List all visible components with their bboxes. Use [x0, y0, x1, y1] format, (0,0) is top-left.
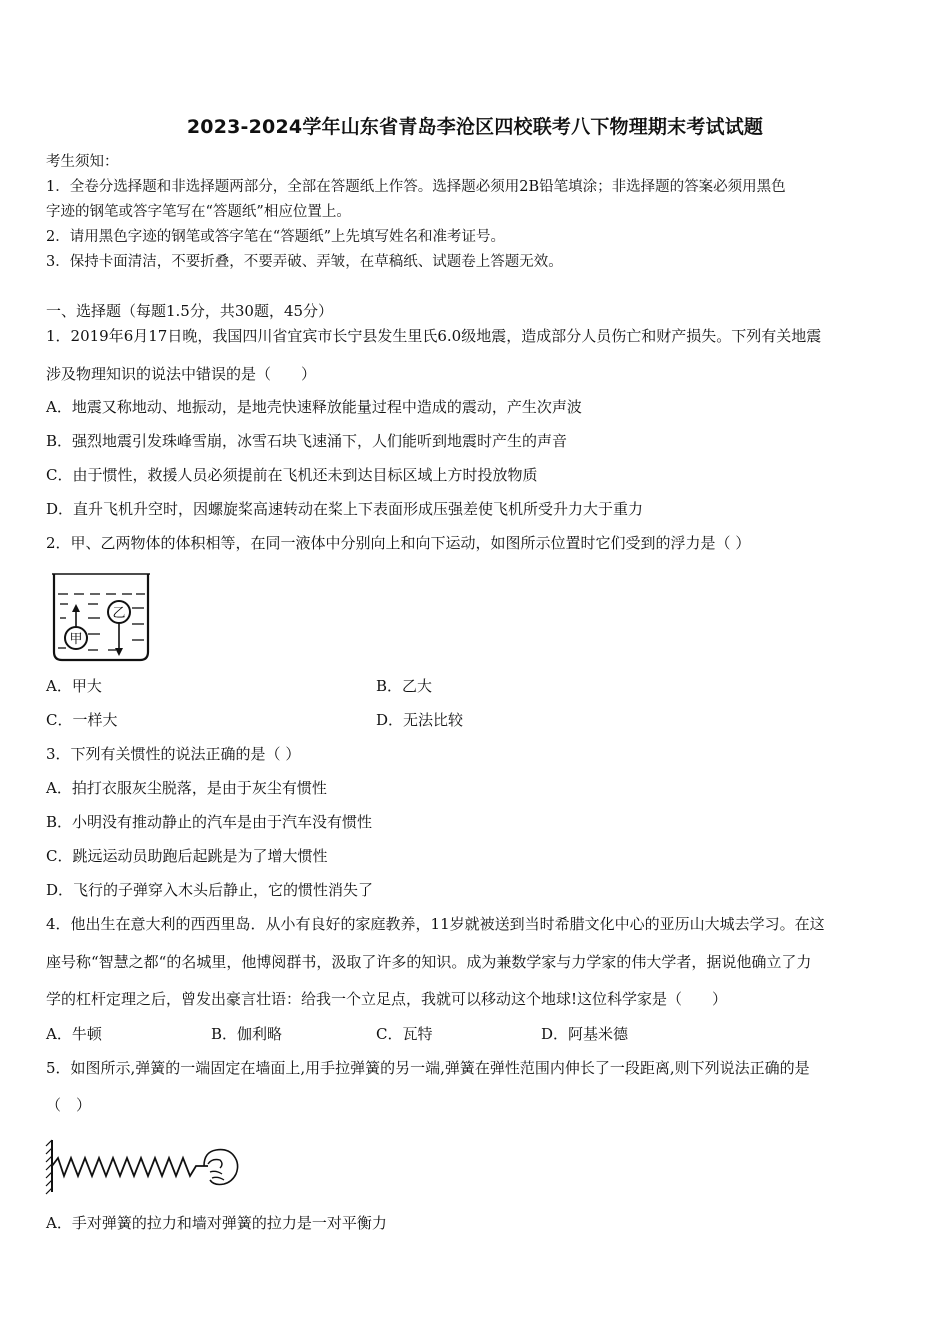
q2-option-d: D．无法比较 — [376, 711, 464, 729]
q5-stem-line-2: （ ） — [46, 1096, 92, 1114]
q1-stem-line-2: 涉及物理知识的说法中错误的是（ ） — [46, 365, 317, 383]
notice-item-3: 3．保持卡面清洁，不要折叠，不要弄破、弄皱，在草稿纸、试题卷上答题无效。 — [46, 254, 563, 270]
q4-stem-line-2: 座号称“智慧之都“的名城里，他博阅群书，汲取了许多的知识。成为兼数学家与力学家的伟大学者，据说他确立了力 — [46, 953, 812, 971]
q5-stem-line-1: 5．如图所示,弹簧的一端固定在墙面上,用手拉弹簧的另一端,弹簧在弹性范围内伸长了一段距离,则下列说法正确的是 — [46, 1059, 810, 1077]
figure-label-jia: 甲 — [69, 632, 83, 647]
q4-option-a: A．牛顿 — [46, 1025, 102, 1043]
q3-option-a: A．拍打衣服灰尘脱落，是由于灰尘有惯性 — [46, 779, 327, 797]
q2-stem: 2．甲、乙两物体的体积相等，在同一液体中分别向上和向下运动，如图所示位置时它们受到的浮力是（ ） — [46, 534, 751, 552]
q3-option-d: D．飞行的子弹穿入木头后静止，它的惯性消失了 — [46, 881, 374, 899]
buoyancy-figure — [48, 570, 152, 664]
notice-item-1-line-2: 字迹的钢笔或答字笔写在“答题纸”相应位置上。 — [46, 204, 351, 220]
q1-option-d: D．直升飞机升空时，因螺旋桨高速转动在桨上下表面形成压强差使飞机所受升力大于重力 — [46, 500, 644, 518]
q5-option-a: A．手对弹簧的拉力和墙对弹簧的拉力是一对平衡力 — [46, 1214, 387, 1232]
notice-item-2: 2．请用黑色字迹的钢笔或答字笔在“答题纸”上先填写姓名和准考证号。 — [46, 229, 506, 245]
q1-option-a: A．地震又称地动、地振动，是地壳快速释放能量过程中造成的震动，产生次声波 — [46, 398, 582, 416]
q3-option-c: C．跳远运动员助跑后起跳是为了增大惯性 — [46, 847, 328, 865]
q4-option-c: C．瓦特 — [376, 1025, 433, 1043]
notice-item-1-line-1: 1．全卷分选择题和非选择题两部分，全部在答题纸上作答。选择题必须用2B铅笔填涂；非选择题的答案必须用黑色 — [46, 179, 786, 195]
notice-heading: 考生须知： — [46, 154, 119, 170]
q3-stem: 3．下列有关惯性的说法正确的是（ ） — [46, 745, 301, 763]
page-title: 2023-2024学年山东省青岛李沧区四校联考八下物理期末考试试题 — [186, 116, 764, 138]
q4-option-d: D．阿基米德 — [541, 1025, 629, 1043]
section-heading: 一、选择题（每题1.5分，共30题，45分） — [46, 302, 334, 320]
q3-option-b: B．小明没有推动静止的汽车是由于汽车没有惯性 — [46, 813, 373, 831]
q4-stem-line-1: 4．他出生在意大利的西西里岛．从小有良好的家庭教养，11岁就被送到当时希腊文化中心的亚历山大城去学习。在这 — [46, 915, 825, 933]
q1-option-b: B．强烈地震引发珠峰雪崩，冰雪石块飞速涌下，人们能听到地震时产生的声音 — [46, 432, 568, 450]
q2-option-c: C．一样大 — [46, 711, 118, 729]
q1-stem-line-1: 1．2019年6月17日晚，我国四川省宜宾市长宁县发生里氏6.0级地震，造成部分人员伤亡和财产损失。下列有关地震 — [46, 327, 822, 345]
figure-label-yi: 乙 — [112, 606, 126, 621]
q2-option-a: A．甲大 — [46, 677, 102, 695]
spring-figure — [44, 1136, 244, 1196]
q2-option-b: B．乙大 — [376, 677, 433, 695]
q4-stem-line-3: 学的杠杆定理之后，曾发出豪言壮语：给我一个立足点，我就可以移动这个地球!这位科学家是（ ） — [46, 990, 728, 1008]
q4-option-b: B．伽利略 — [211, 1025, 283, 1043]
q1-option-c: C．由于惯性，救援人员必须提前在飞机还未到达目标区域上方时投放物质 — [46, 466, 538, 484]
